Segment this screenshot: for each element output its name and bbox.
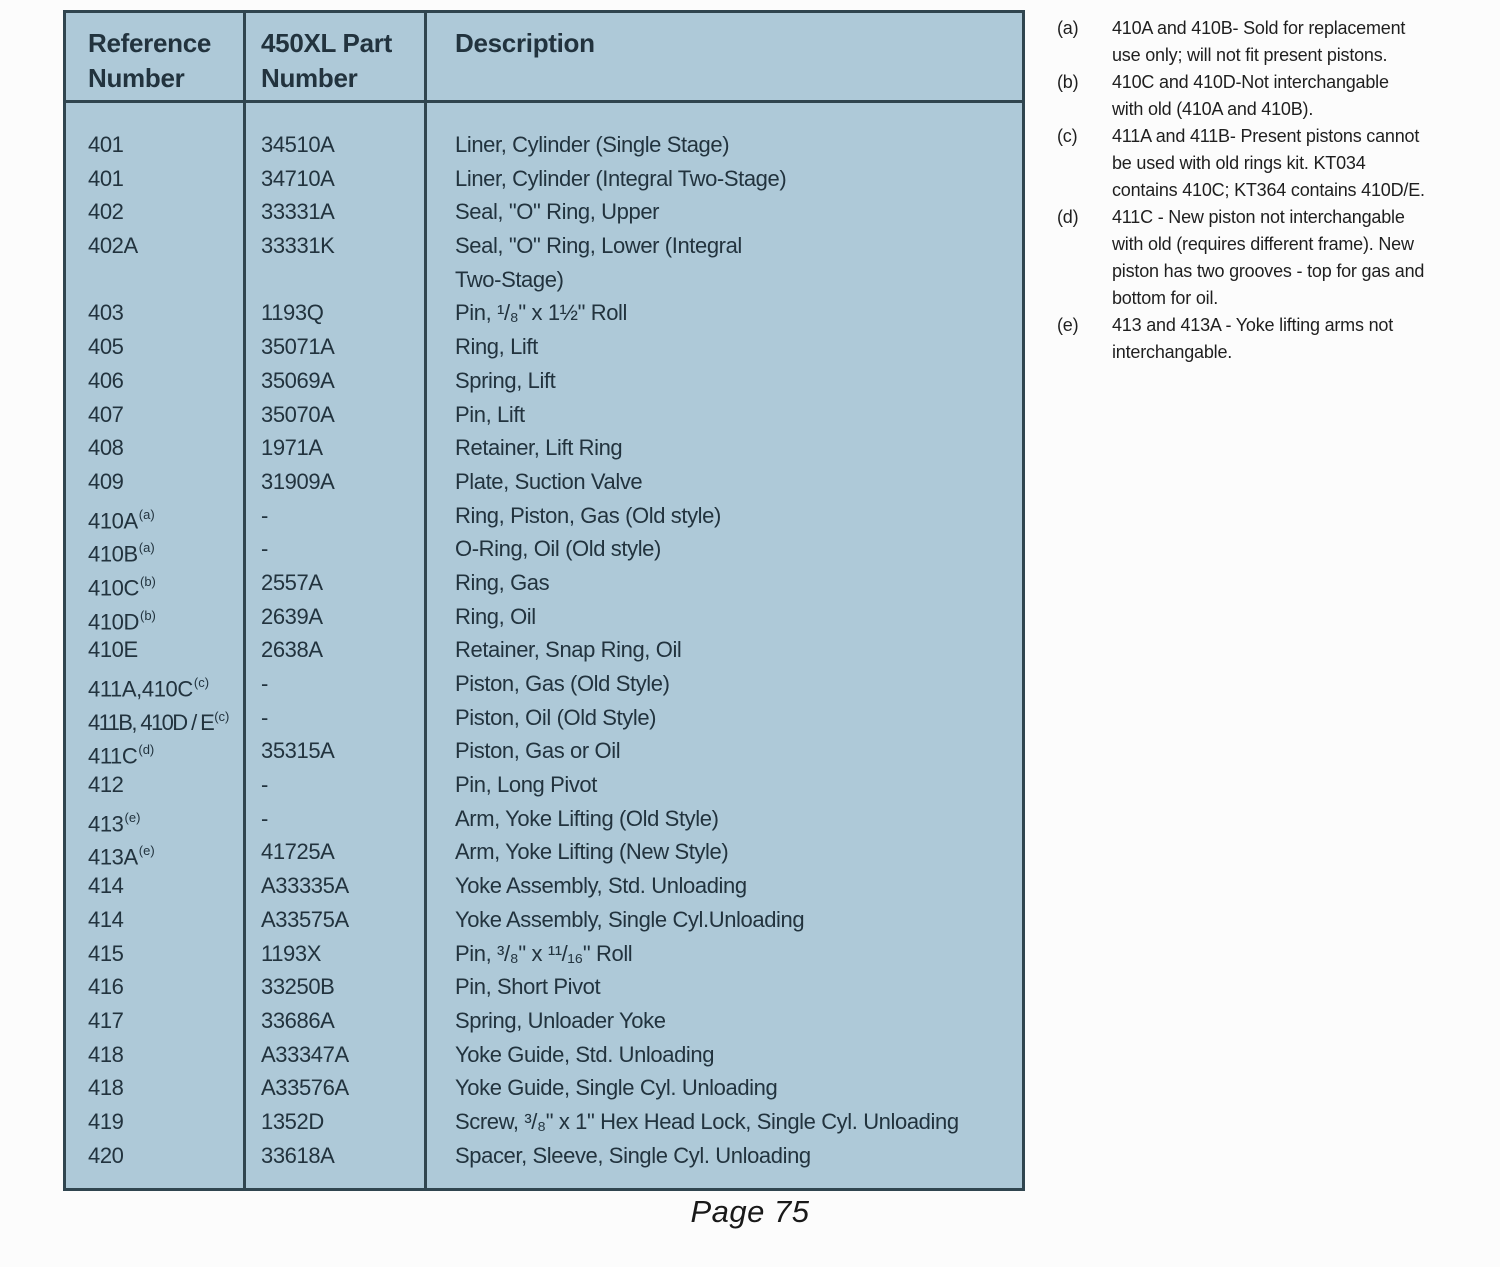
part-number-cell: 35315A: [261, 738, 335, 764]
reference-number: 420: [88, 1142, 124, 1168]
reference-number: 409: [88, 468, 124, 494]
part-number-cell: 2638A: [261, 637, 323, 663]
description-cell: Ring, Gas: [455, 569, 550, 595]
description-cell: Yoke Guide, Std. Unloading: [455, 1041, 715, 1067]
table-row: [66, 229, 1022, 263]
reference-number: 405: [88, 334, 124, 360]
reference-number: 413A: [88, 844, 138, 870]
reference-number: 408: [88, 435, 124, 461]
footnotes: [1057, 15, 1457, 366]
header-line: Number: [261, 63, 358, 93]
description-cell: Ring, Oil: [455, 603, 536, 629]
reference-number-cell: [66, 128, 243, 162]
reference-number-cell: [66, 465, 243, 499]
header-line: Description: [455, 28, 595, 58]
column-divider: [243, 13, 246, 1188]
reference-number: 402: [88, 199, 124, 225]
footnote-line: bottom for oil.: [1112, 288, 1219, 308]
table-row: [66, 566, 1022, 600]
footnote-line: 410A and 410B- Sold for replacement: [1112, 18, 1406, 38]
description-cell: Two-Stage): [455, 266, 564, 292]
footnote-line: piston has two grooves - top for gas and: [1112, 261, 1425, 281]
part-number-cell: 1193Q: [261, 300, 324, 326]
reference-number-cell: [66, 296, 243, 330]
table-row: [66, 600, 1022, 634]
footnote-marker: (c): [193, 675, 210, 690]
footnote-line: 413 and 413A - Yoke lifting arms not: [1112, 315, 1394, 335]
part-number-cell: 34510A: [261, 132, 335, 157]
reference-number-cell: [66, 1004, 243, 1038]
table-row: [66, 937, 1022, 971]
page-number: Page 75: [690, 1194, 810, 1229]
table-row: [66, 667, 1022, 701]
reference-number: 411A,410C: [88, 676, 193, 702]
reference-number-cell: [66, 431, 243, 465]
footnote-text: [1112, 312, 1452, 366]
reference-number: 412: [88, 772, 124, 798]
footnote-marker: (b): [140, 607, 156, 623]
reference-number: 410A: [88, 507, 138, 533]
part-number-cell: 41725A: [261, 839, 335, 865]
description-cell: Pin, Short Pivot: [455, 974, 601, 1000]
reference-number-cell: [66, 263, 243, 297]
footnote-label: (b): [1057, 72, 1079, 92]
footnote-line: 410C and 410D-Not interchangable: [1112, 72, 1389, 92]
table-row: [66, 499, 1022, 533]
description-cell: Retainer, Lift Ring: [455, 435, 623, 461]
table-row: [66, 364, 1022, 398]
table-row: [66, 195, 1022, 229]
reference-number: 410D: [88, 608, 139, 634]
reference-number: 402A: [88, 233, 138, 259]
footnote-marker: (e): [124, 809, 141, 825]
footnote-marker: (b): [140, 573, 156, 589]
description-cell: Pin, ¹/₈" x 1½" Roll: [455, 300, 628, 326]
reference-number-cell: [66, 330, 243, 364]
part-number-cell: 2557A: [261, 569, 323, 595]
part-number-cell: -: [261, 502, 268, 528]
table-header: [66, 13, 1022, 103]
part-number-cell: 34710A: [261, 165, 335, 191]
footnote-marker: (a): [138, 540, 155, 556]
footnote-marker: (a): [138, 506, 155, 522]
description-cell: Arm, Yoke Lifting (Old Style): [455, 805, 719, 831]
footnote-line: 411C - New piston not interchangable: [1112, 207, 1405, 227]
header-line: Number: [88, 63, 185, 93]
footnote-line: with old (410A and 410B).: [1112, 99, 1314, 119]
part-number-cell: -: [261, 704, 268, 730]
part-number-cell: A33576A: [261, 1075, 349, 1101]
reference-number: 414: [88, 873, 124, 899]
description-cell: Seal, "O" Ring, Upper: [455, 199, 660, 225]
footnote-item: [1057, 15, 1457, 69]
table-row: [66, 734, 1022, 768]
table-row: [66, 802, 1022, 836]
reference-number-cell: [66, 229, 243, 263]
reference-number-cell: [66, 162, 243, 196]
table-row: [66, 398, 1022, 432]
table-row: [66, 296, 1022, 330]
description-cell: Screw, ³/₈" x 1" Hex Head Lock, Single Cyl. Unloading: [455, 1108, 959, 1134]
part-number-cell: 35069A: [261, 367, 335, 393]
reference-number: 401: [88, 165, 124, 191]
part-number-cell: -: [261, 772, 268, 798]
description-cell: Pin, Lift: [455, 401, 525, 427]
footnote-line: contains 410C; KT364 contains 410D/E.: [1112, 180, 1425, 200]
header-cell: [243, 26, 424, 100]
table-row: [66, 768, 1022, 802]
table-row: [66, 701, 1022, 735]
reference-number: 410B: [88, 541, 138, 567]
table-row: [66, 263, 1022, 297]
table-row: [66, 128, 1022, 162]
reference-number-cell: [66, 1105, 243, 1139]
part-number-cell: -: [261, 671, 268, 696]
part-number-cell: 33686A: [261, 1007, 335, 1033]
header-cell: [66, 26, 243, 100]
reference-number: 407: [88, 401, 124, 427]
footnote-text: [1112, 204, 1452, 312]
footnote-line: be used with old rings kit. KT034: [1112, 153, 1366, 173]
part-number-cell: [243, 263, 424, 297]
table-row: [66, 465, 1022, 499]
footnote-label: (e): [1057, 315, 1079, 335]
reference-number-cell: [66, 1139, 243, 1173]
description-cell: Yoke Guide, Single Cyl. Unloading: [455, 1075, 778, 1101]
description-cell: Arm, Yoke Lifting (New Style): [455, 839, 729, 865]
table-row: [66, 970, 1022, 1004]
part-number-cell: 33250B: [261, 974, 335, 1000]
table-row: [66, 835, 1022, 869]
footnote-item: [1057, 204, 1457, 312]
part-number-cell: 33331K: [261, 233, 335, 259]
table-rows: [66, 103, 1022, 1172]
reference-number: 415: [88, 940, 124, 966]
part-number-cell: 1352D: [261, 1108, 324, 1134]
part-number-cell: 2639A: [261, 603, 323, 629]
description-cell: Piston, Gas (Old Style): [455, 671, 670, 696]
reference-number: 416: [88, 974, 124, 1000]
part-number-cell: 35070A: [261, 401, 335, 427]
reference-number: 414: [88, 906, 124, 932]
footnote-line: use only; will not fit present pistons.: [1112, 45, 1388, 65]
reference-number: 418: [88, 1041, 124, 1067]
footnote-text: [1112, 15, 1452, 69]
part-number-cell: -: [261, 805, 268, 831]
reference-number-cell: [66, 869, 243, 903]
reference-number: 413: [88, 811, 124, 837]
part-number-cell: -: [261, 536, 268, 562]
footnote-line: with old (requires different frame). New: [1112, 234, 1414, 254]
column-divider: [424, 13, 427, 1188]
reference-number: 410C: [88, 575, 139, 601]
footnote-label: (c): [1057, 126, 1078, 146]
footnote-item: [1057, 123, 1457, 204]
footnote-line: interchangable.: [1112, 342, 1233, 362]
header-cell: [424, 26, 1022, 100]
reference-number: 406: [88, 367, 124, 393]
reference-number-cell: [66, 970, 243, 1004]
parts-table: [63, 10, 1025, 1191]
reference-number: 401: [88, 132, 124, 157]
header-line: 450XL Part: [261, 28, 392, 58]
description-cell: Ring, Lift: [455, 334, 538, 360]
description-cell: Spring, Unloader Yoke: [455, 1007, 666, 1033]
reference-number-cell: [66, 937, 243, 971]
reference-number-cell: [66, 364, 243, 398]
description-cell: Retainer, Snap Ring, Oil: [455, 637, 682, 663]
description-cell: Plate, Suction Valve: [455, 468, 643, 494]
description-cell: Liner, Cylinder (Integral Two-Stage): [455, 165, 787, 191]
table-row: [66, 532, 1022, 566]
footnote-label: (d): [1057, 207, 1079, 227]
description-cell: Yoke Assembly, Single Cyl.Unloading: [455, 906, 805, 932]
table-row: [66, 903, 1022, 937]
reference-number: 411C: [88, 743, 138, 769]
reference-number: 417: [88, 1007, 124, 1033]
part-number-cell: 1193X: [261, 940, 321, 966]
reference-number: 411B, 410D / E: [88, 710, 214, 736]
reference-number-cell: [66, 195, 243, 229]
table-row: [66, 1139, 1022, 1173]
reference-number: 418: [88, 1075, 124, 1101]
footnote-text: [1112, 123, 1452, 204]
footnote-label: (a): [1057, 18, 1079, 38]
footnote-item: [1057, 312, 1457, 366]
description-cell: Ring, Piston, Gas (Old style): [455, 502, 721, 528]
table-row: [66, 162, 1022, 196]
part-number-cell: 35071A: [261, 334, 335, 360]
part-number-cell: 31909A: [261, 468, 335, 494]
description-cell: O-Ring, Oil (Old style): [455, 536, 661, 562]
table-row: [66, 1071, 1022, 1105]
table-row: [66, 1004, 1022, 1038]
description-cell: Pin, ³/₈" x ¹¹/₁₆" Roll: [455, 940, 633, 966]
description-cell: Liner, Cylinder (Single Stage): [455, 132, 730, 157]
reference-number-cell: [66, 398, 243, 432]
reference-number-cell: [66, 1038, 243, 1072]
reference-number-cell: [66, 633, 243, 667]
reference-number: 410E: [88, 637, 138, 663]
footnote-line: 411A and 411B- Present pistons cannot: [1112, 126, 1420, 146]
reference-number-cell: [66, 903, 243, 937]
description-cell: Piston, Gas or Oil: [455, 738, 621, 764]
part-number-cell: 33331A: [261, 199, 335, 225]
table-row: [66, 869, 1022, 903]
table-row: [66, 1105, 1022, 1139]
reference-number-cell: [66, 768, 243, 802]
table-row: [66, 431, 1022, 465]
part-number-cell: A33575A: [261, 906, 349, 932]
reference-number-cell: [66, 1071, 243, 1105]
footnote-marker: (e): [138, 843, 155, 859]
table-row: [66, 1038, 1022, 1072]
part-number-cell: A33347A: [261, 1041, 349, 1067]
description-cell: Seal, "O" Ring, Lower (Integral: [455, 233, 742, 259]
reference-number: 403: [88, 300, 124, 326]
description-cell: Piston, Oil (Old Style): [455, 704, 657, 730]
description-cell: Pin, Long Pivot: [455, 772, 597, 798]
footnote-text: [1112, 69, 1452, 123]
description-cell: Spacer, Sleeve, Single Cyl. Unloading: [455, 1142, 811, 1168]
reference-number: 419: [88, 1108, 124, 1134]
description-cell: Yoke Assembly, Std. Unloading: [455, 873, 747, 899]
header-line: Reference: [88, 28, 212, 58]
description-cell: Spring, Lift: [455, 367, 556, 393]
table-row: [66, 330, 1022, 364]
table-row: [66, 633, 1022, 667]
footnote-marker: (c): [214, 708, 230, 724]
part-number-cell: 33618A: [261, 1142, 335, 1168]
footnote-item: [1057, 69, 1457, 123]
footnote-marker: (d): [138, 742, 155, 758]
part-number-cell: A33335A: [261, 873, 349, 899]
part-number-cell: 1971A: [261, 435, 323, 461]
